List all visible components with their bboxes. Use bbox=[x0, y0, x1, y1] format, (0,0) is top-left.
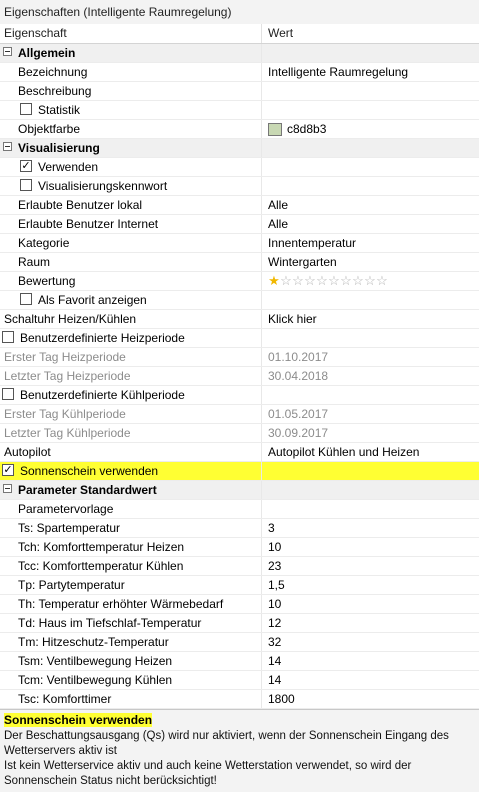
color-swatch[interactable] bbox=[268, 123, 282, 136]
property-name-cell bbox=[0, 310, 262, 328]
property-row-erlaubte-benutzer-lokal[interactable] bbox=[0, 196, 479, 215]
property-value-cell[interactable] bbox=[262, 272, 479, 290]
window-title: Eigenschaften (Intelligente Raumregelung) bbox=[0, 0, 479, 24]
property-label: Beschreibung bbox=[18, 84, 92, 98]
property-value: 30.09.2017 bbox=[268, 426, 329, 440]
property-value: 30.04.2018 bbox=[268, 369, 329, 383]
property-name-cell bbox=[0, 405, 262, 423]
category-row-visualisierung[interactable] bbox=[0, 139, 479, 158]
property-value: 14 bbox=[268, 654, 282, 668]
property-value: 23 bbox=[268, 559, 282, 573]
property-name-cell bbox=[0, 576, 262, 594]
property-value: Alle bbox=[268, 198, 289, 212]
property-label: Benutzerdefinierte Kühlperiode bbox=[20, 388, 185, 402]
property-label: Letzter Tag Kühlperiode bbox=[4, 426, 131, 440]
property-value-cell[interactable] bbox=[262, 519, 479, 537]
property-value-cell[interactable] bbox=[262, 443, 479, 461]
collapse-toggle-icon[interactable] bbox=[3, 142, 12, 151]
star-empty-icon[interactable]: ☆ bbox=[340, 273, 352, 288]
property-row-erster-tag-kühlperiode[interactable] bbox=[0, 405, 479, 424]
property-value: 3 bbox=[268, 521, 275, 535]
property-value: Klick hier bbox=[268, 312, 317, 326]
property-value-cell[interactable] bbox=[262, 329, 479, 347]
property-label: Als Favorit anzeigen bbox=[38, 293, 147, 307]
property-name-cell bbox=[0, 272, 262, 290]
property-name-cell bbox=[0, 253, 262, 271]
property-row-letzter-tag-heizperiode[interactable] bbox=[0, 367, 479, 386]
property-value-cell[interactable] bbox=[262, 462, 479, 480]
star-empty-icon[interactable]: ☆ bbox=[376, 273, 388, 288]
property-name-cell bbox=[0, 120, 262, 138]
column-header bbox=[0, 24, 479, 44]
property-value: Wintergarten bbox=[268, 255, 337, 269]
property-value-cell[interactable] bbox=[262, 196, 479, 214]
property-name-cell bbox=[0, 557, 262, 575]
star-empty-icon[interactable]: ☆ bbox=[328, 273, 340, 288]
property-value-cell[interactable] bbox=[262, 158, 479, 176]
property-value-cell[interactable] bbox=[262, 253, 479, 271]
property-row-letzter-tag-kühlperiode[interactable] bbox=[0, 424, 479, 443]
property-name-cell bbox=[0, 462, 262, 480]
property-name-cell bbox=[0, 671, 262, 689]
property-label: Visualisierung bbox=[18, 141, 100, 155]
checkbox[interactable] bbox=[20, 293, 32, 305]
property-row-beschreibung[interactable] bbox=[0, 82, 479, 101]
property-label: Visualisierungskennwort bbox=[38, 179, 168, 193]
property-label: Tcm: Ventilbewegung Kühlen bbox=[18, 673, 173, 687]
property-label: Erster Tag Heizperiode bbox=[4, 350, 126, 364]
property-name-cell bbox=[0, 367, 262, 385]
property-label: Benutzerdefinierte Heizperiode bbox=[20, 331, 185, 345]
property-value-cell[interactable] bbox=[262, 652, 479, 670]
property-label: Th: Temperatur erhöhter Wärmebedarf bbox=[18, 597, 224, 611]
property-row-tm-hitzeschutz-temperatur[interactable] bbox=[0, 633, 479, 652]
property-value-cell[interactable] bbox=[262, 63, 479, 81]
property-value-cell[interactable] bbox=[262, 101, 479, 119]
property-label: Statistik bbox=[38, 103, 81, 117]
property-row-parametervorlage[interactable] bbox=[0, 500, 479, 519]
property-name-cell bbox=[0, 158, 262, 176]
property-name-cell bbox=[0, 234, 262, 252]
property-label: Td: Haus im Tiefschlaf-Temperatur bbox=[18, 616, 202, 630]
property-label: Bewertung bbox=[18, 274, 76, 288]
property-value-cell[interactable] bbox=[262, 538, 479, 556]
property-value: Autopilot Kühlen und Heizen bbox=[268, 445, 420, 459]
property-label: Tp: Partytemperatur bbox=[18, 578, 125, 592]
property-label: Erlaubte Benutzer Internet bbox=[18, 217, 159, 231]
property-label: Erlaubte Benutzer lokal bbox=[18, 198, 143, 212]
property-value-cell[interactable] bbox=[262, 557, 479, 575]
property-name-cell bbox=[0, 63, 262, 81]
property-value: 32 bbox=[268, 635, 282, 649]
checkbox[interactable]: ✓ bbox=[21, 160, 31, 172]
property-name-cell bbox=[0, 291, 262, 309]
property-label: Tch: Komforttemperatur Heizen bbox=[18, 540, 185, 554]
rating-stars[interactable] bbox=[268, 272, 388, 290]
property-name-cell bbox=[0, 690, 262, 708]
checkbox[interactable] bbox=[20, 103, 32, 115]
property-name-cell bbox=[0, 386, 262, 404]
collapse-toggle-icon[interactable] bbox=[3, 484, 12, 493]
property-value-cell[interactable] bbox=[262, 348, 479, 366]
star-empty-icon[interactable]: ☆ bbox=[280, 273, 292, 288]
collapse-toggle-icon[interactable] bbox=[3, 47, 12, 56]
property-name-cell bbox=[0, 329, 262, 347]
property-row-erlaubte-benutzer-internet[interactable] bbox=[0, 215, 479, 234]
property-value: 14 bbox=[268, 673, 282, 687]
property-label: Tsm: Ventilbewegung Heizen bbox=[18, 654, 173, 668]
property-value-cell[interactable] bbox=[262, 386, 479, 404]
property-value-cell bbox=[262, 44, 479, 62]
property-label: Tm: Hitzeschutz-Temperatur bbox=[18, 635, 169, 649]
description-line: Der Beschattungsausgang (Qs) wird nur aktiviert, wenn der Sonnenschein Eingang des Wetterservers aktiv ist bbox=[4, 730, 449, 757]
category-row-allgemein[interactable] bbox=[0, 44, 479, 63]
property-label: Tcc: Komforttemperatur Kühlen bbox=[18, 559, 184, 573]
property-name-cell bbox=[0, 82, 262, 100]
category-row-parameter-standardwert[interactable] bbox=[0, 481, 479, 500]
property-value-cell[interactable] bbox=[262, 671, 479, 689]
property-name-cell bbox=[0, 215, 262, 233]
property-row-tsm-ventilbewegung-heizen[interactable] bbox=[0, 652, 479, 671]
property-row-benutzerdefinierte-kühlperiode[interactable] bbox=[0, 386, 479, 405]
property-name-cell bbox=[0, 614, 262, 632]
property-value: 10 bbox=[268, 597, 282, 611]
property-name-cell bbox=[0, 519, 262, 537]
property-name-cell bbox=[0, 177, 262, 195]
property-name-cell bbox=[0, 44, 262, 62]
property-grid bbox=[0, 44, 479, 709]
property-row-ts-spartemperatur[interactable] bbox=[0, 519, 479, 538]
property-label: Allgemein bbox=[18, 46, 76, 60]
property-name-cell bbox=[0, 595, 262, 613]
property-row-statistik[interactable] bbox=[0, 101, 479, 120]
checkbox[interactable] bbox=[20, 179, 32, 191]
property-name-cell bbox=[0, 500, 262, 518]
property-row-autopilot[interactable] bbox=[0, 443, 479, 462]
property-row-benutzerdefinierte-heizperiode[interactable] bbox=[0, 329, 479, 348]
property-value-cell[interactable] bbox=[262, 177, 479, 195]
star-empty-icon[interactable]: ☆ bbox=[292, 273, 304, 288]
description-line: Ist kein Wetterservice aktiv und auch keine Wetterstation verwendet, so wird der Sonnenschein Status nicht berücksichtigt! bbox=[4, 760, 412, 787]
property-value-cell[interactable] bbox=[262, 310, 479, 328]
star-empty-icon[interactable]: ☆ bbox=[304, 273, 316, 288]
property-value-cell[interactable] bbox=[262, 690, 479, 708]
column-header-property[interactable]: Eigenschaft bbox=[0, 24, 262, 43]
property-label: Bezeichnung bbox=[18, 65, 88, 79]
property-value-cell[interactable] bbox=[262, 500, 479, 518]
property-value-cell[interactable] bbox=[262, 234, 479, 252]
property-value-cell[interactable] bbox=[262, 633, 479, 651]
property-row-tcm-ventilbewegung-kühlen[interactable] bbox=[0, 671, 479, 690]
property-label: Verwenden bbox=[38, 160, 99, 174]
star-empty-icon[interactable]: ☆ bbox=[364, 273, 376, 288]
color-value: c8d8b3 bbox=[287, 122, 327, 136]
property-name-cell bbox=[0, 139, 262, 157]
property-value-cell[interactable] bbox=[262, 82, 479, 100]
description-text bbox=[4, 729, 475, 789]
property-name-cell bbox=[0, 481, 262, 499]
property-value: Intelligente Raumregelung bbox=[268, 65, 409, 79]
star-empty-icon[interactable]: ☆ bbox=[316, 273, 328, 288]
checkbox[interactable] bbox=[2, 388, 14, 400]
property-name-cell bbox=[0, 633, 262, 651]
property-label: Ts: Spartemperatur bbox=[18, 521, 121, 535]
star-empty-icon[interactable]: ☆ bbox=[352, 273, 364, 288]
property-value-cell[interactable] bbox=[262, 576, 479, 594]
property-name-cell bbox=[0, 348, 262, 366]
property-label: Parametervorlage bbox=[18, 502, 114, 516]
property-value: Alle bbox=[268, 217, 289, 231]
property-label: Kategorie bbox=[18, 236, 70, 250]
property-row-erster-tag-heizperiode[interactable] bbox=[0, 348, 479, 367]
column-header-value[interactable]: Wert bbox=[268, 26, 294, 40]
property-label: Autopilot bbox=[4, 445, 51, 459]
property-row-tp-partytemperatur[interactable] bbox=[0, 576, 479, 595]
checkbox[interactable]: ✓ bbox=[3, 464, 13, 476]
checkbox[interactable] bbox=[2, 331, 14, 343]
property-value-cell[interactable] bbox=[262, 614, 479, 632]
property-row-td-haus-im-tiefschlaf-temperatur[interactable] bbox=[0, 614, 479, 633]
property-row-als-favorit-anzeigen[interactable] bbox=[0, 291, 479, 310]
property-value-cell[interactable] bbox=[262, 405, 479, 423]
property-label: Tsc: Komforttimer bbox=[18, 692, 112, 706]
property-row-tcc-komforttemperatur-kühlen[interactable] bbox=[0, 557, 479, 576]
property-label: Letzter Tag Heizperiode bbox=[4, 369, 131, 383]
property-label: Parameter Standardwert bbox=[18, 483, 157, 497]
property-row-tch-komforttemperatur-heizen[interactable] bbox=[0, 538, 479, 557]
property-label: Sonnenschein verwenden bbox=[20, 464, 159, 478]
property-value-cell[interactable] bbox=[262, 291, 479, 309]
property-value-cell[interactable] bbox=[262, 120, 479, 138]
property-row-bewertung[interactable] bbox=[0, 272, 479, 291]
property-row-schaltuhr-heizen-kühlen[interactable] bbox=[0, 310, 479, 329]
property-name-cell bbox=[0, 538, 262, 556]
property-name-cell bbox=[0, 424, 262, 442]
property-row-tsc-komforttimer[interactable] bbox=[0, 690, 479, 709]
property-value: Innentemperatur bbox=[268, 236, 357, 250]
property-row-kategorie[interactable] bbox=[0, 234, 479, 253]
property-label: Erster Tag Kühlperiode bbox=[4, 407, 126, 421]
property-value: 10 bbox=[268, 540, 282, 554]
property-value: 01.05.2017 bbox=[268, 407, 329, 421]
property-value: 01.10.2017 bbox=[268, 350, 329, 364]
property-label: Raum bbox=[18, 255, 51, 269]
property-value-cell bbox=[262, 481, 479, 499]
property-row-bezeichnung[interactable] bbox=[0, 63, 479, 82]
property-value: 12 bbox=[268, 616, 282, 630]
property-value: 1,5 bbox=[268, 578, 285, 592]
property-value-cell[interactable] bbox=[262, 367, 479, 385]
property-row-verwenden[interactable] bbox=[0, 158, 479, 177]
property-value-cell[interactable] bbox=[262, 215, 479, 233]
property-name-cell bbox=[0, 196, 262, 214]
property-row-objektfarbe[interactable] bbox=[0, 120, 479, 139]
description-title: Sonnenschein verwenden bbox=[4, 713, 153, 727]
property-value: 1800 bbox=[268, 692, 295, 706]
property-value-cell[interactable] bbox=[262, 595, 479, 613]
description-panel bbox=[0, 709, 479, 792]
property-value-cell bbox=[262, 139, 479, 157]
property-row-sonnenschein-verwenden[interactable] bbox=[0, 462, 479, 481]
property-label: Objektfarbe bbox=[18, 122, 81, 136]
property-row-th-temperatur-erhöhter-wärmebedarf[interactable] bbox=[0, 595, 479, 614]
property-name-cell bbox=[0, 443, 262, 461]
property-name-cell bbox=[0, 652, 262, 670]
property-row-visualisierungskennwort[interactable] bbox=[0, 177, 479, 196]
property-label: Schaltuhr Heizen/Kühlen bbox=[4, 312, 137, 326]
property-name-cell bbox=[0, 101, 262, 119]
property-value-cell[interactable] bbox=[262, 424, 479, 442]
property-row-raum[interactable] bbox=[0, 253, 479, 272]
star-filled-icon[interactable]: ★ bbox=[268, 273, 280, 288]
